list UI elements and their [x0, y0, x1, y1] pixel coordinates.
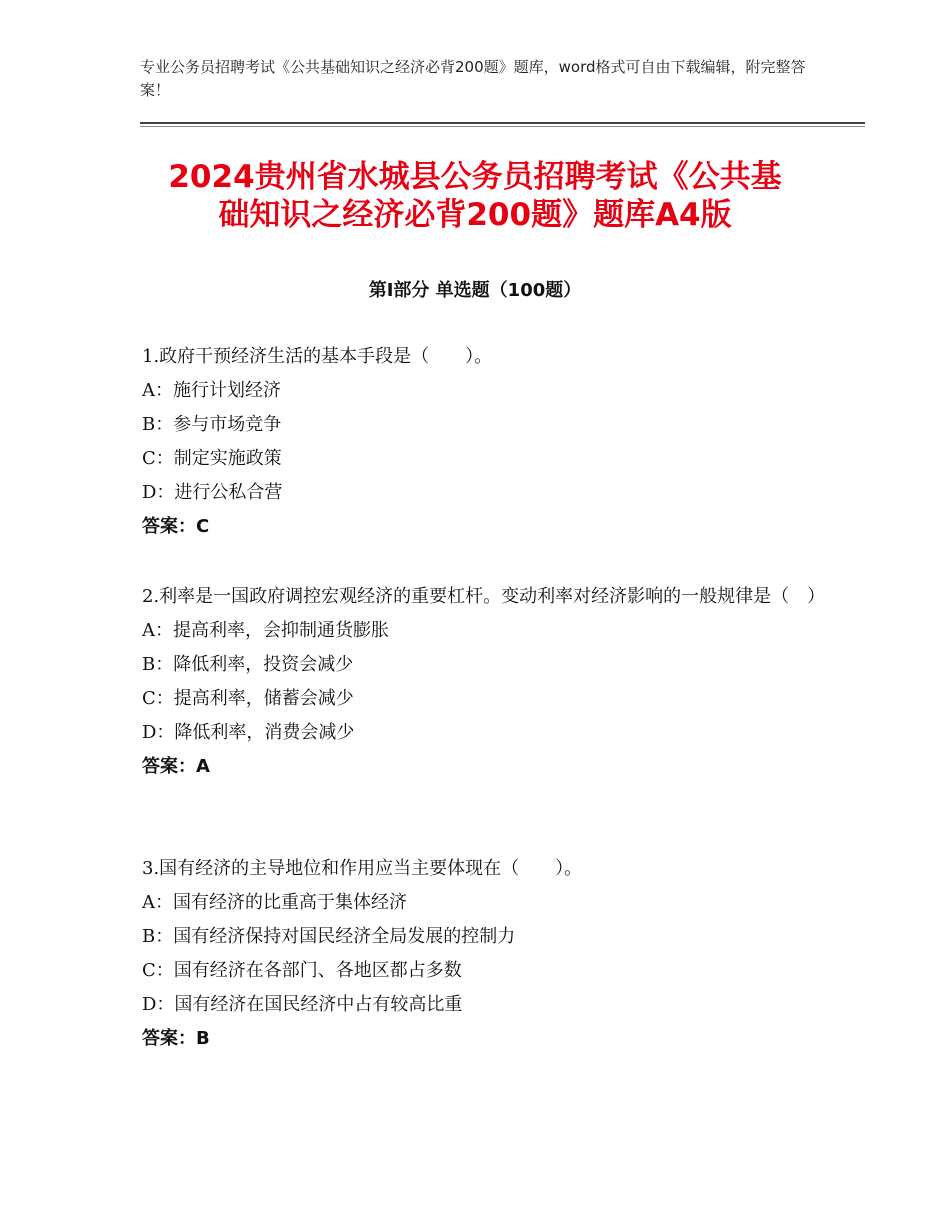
question-stem: 1.政府干预经济生活的基本手段是（ ）。 — [142, 346, 493, 367]
option-c: C：制定实施政策 — [142, 448, 282, 469]
option-b: B：降低利率，投资会减少 — [142, 654, 354, 675]
question-stem: 2.利率是一国政府调控宏观经济的重要杠杆。变动利率对经济影响的一般规律是（ ） — [142, 586, 826, 607]
header-rule-thin — [140, 126, 865, 127]
question-stem: 3.国有经济的主导地位和作用应当主要体现在（ ）。 — [142, 858, 583, 879]
option-b: B：国有经济保持对国民经济全局发展的控制力 — [142, 926, 516, 947]
header-rule-thick — [140, 122, 865, 124]
option-b: B：参与市场竞争 — [142, 414, 282, 435]
option-a: A：国有经济的比重高于集体经济 — [142, 892, 407, 913]
option-d: D：降低利率，消费会减少 — [142, 722, 355, 743]
option-d: D：进行公私合营 — [142, 482, 283, 503]
part-heading: 第Ⅰ部分 单选题（100题） — [368, 280, 582, 301]
answer: 答案：C — [142, 516, 210, 537]
option-c: C：国有经济在各部门、各地区都占多数 — [142, 960, 462, 981]
option-d: D：国有经济在国民经济中占有较高比重 — [142, 994, 463, 1015]
title-line-2: 础知识之经济必背200题》题库A4版 — [218, 197, 732, 233]
question-1 — [142, 340, 842, 544]
option-a: A：施行计划经济 — [142, 380, 281, 401]
answer: 答案：B — [142, 1028, 210, 1049]
option-c: C：提高利率，储蓄会减少 — [142, 688, 354, 709]
document-title — [110, 158, 840, 234]
header-note: 专业公务员招聘考试《公共基础知识之经济必背200题》题库，word格式可自由下载编辑，附完整答案！ — [140, 58, 806, 99]
option-a: A：提高利率，会抑制通货膨胀 — [142, 620, 389, 641]
answer: 答案：A — [142, 756, 210, 777]
question-3 — [142, 852, 842, 1056]
question-2 — [142, 580, 842, 784]
title-line-1: 2024贵州省水城县公务员招聘考试《公共基 — [168, 159, 782, 195]
